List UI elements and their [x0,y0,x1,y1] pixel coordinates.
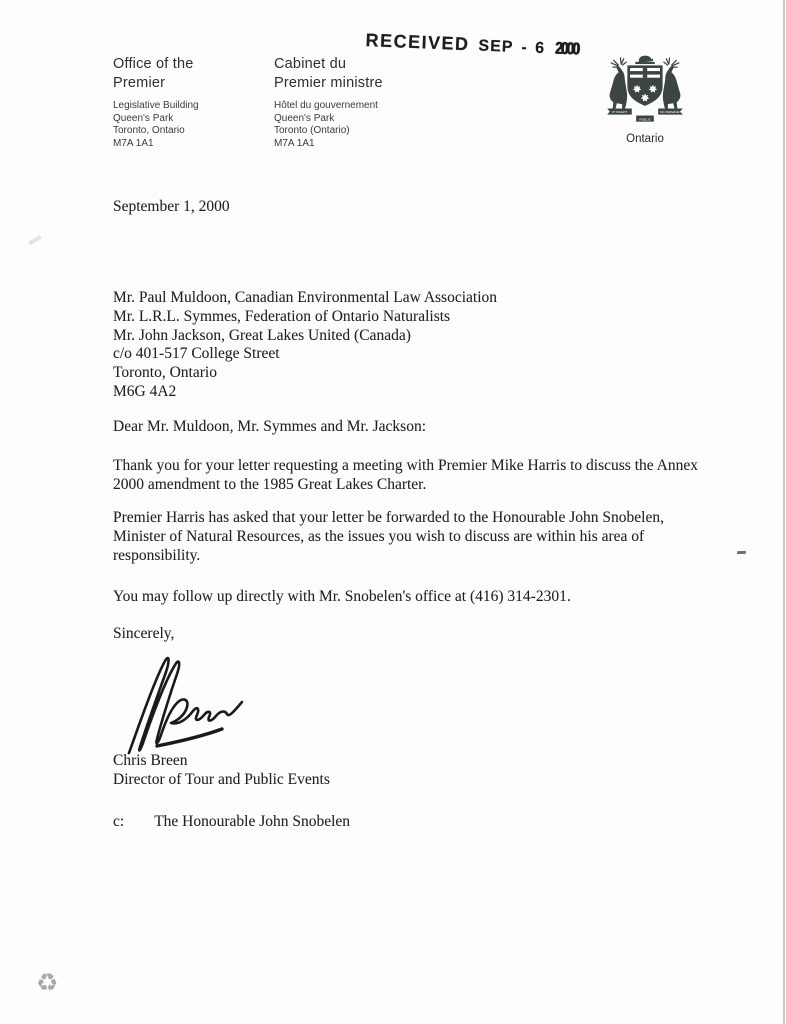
address-line: Hôtel du gouvernement [274,100,378,111]
signer-title: Director of Tour and Public Events [113,770,330,788]
letterhead-english [113,55,199,150]
address-line: Toronto (Ontario) [274,125,350,137]
recipient-line: Mr. Paul Muldoon, Canadian Environmental Law Association [113,289,498,306]
received-stamp [365,30,580,60]
paragraph-line: Premier Harris has asked that your letter be forwarded to the Honourable John Snobelen, [113,509,664,526]
address-line: Legislative Building [113,100,199,111]
crest-motto-right: SIC PERMANET [660,110,682,115]
letterhead-address-fr [274,100,383,150]
letterhead-title-fr-line1: Cabinet du [274,56,347,72]
recipient-line: c/o 401-517 College Street [113,345,280,363]
paragraph-line: Minister of Natural Resources, as the issues you wish to discuss are within his area of [113,527,645,545]
address-line: Queen's Park [113,112,174,124]
salutation: Dear Mr. Muldoon, Mr. Symmes and Mr. Jackson: [113,418,426,435]
recipient-address-block [113,289,497,402]
crest-motto-center: FIDELIS [639,117,651,122]
cc-line [113,812,350,831]
recipient-line: M6G 4A2 [113,382,177,400]
paragraph-2 [113,509,664,565]
closing: Sincerely, [113,625,175,642]
paragraph-line: 2000 amendment to the 1985 Great Lakes Charter. [113,475,427,493]
paragraph-3: You may follow up directly with Mr. Snobelen's office at (416) 314-2301. [113,588,571,605]
crest-caption: Ontario [626,133,664,145]
cc-label: c: [113,813,125,830]
address-line: M7A 1A1 [274,137,315,149]
paragraph-line: responsibility. [113,546,201,564]
address-line: M7A 1A1 [113,137,154,149]
letterhead-address-en [113,100,199,150]
signer-block [113,752,330,790]
recipient-line: Mr. John Jackson, Great Lakes United (Canada) [113,326,411,344]
letter-date: September 1, 2000 [113,198,230,215]
letterhead-title-en [113,55,199,92]
signer-name: Chris Breen [113,752,188,769]
letterhead-title-fr-line2: Premier ministre [274,74,383,91]
letterhead-title-en-line1: Office of the [113,56,194,72]
stamp-year: 2000 [554,38,578,59]
address-line: Queen's Park [274,112,335,124]
letterhead-title-fr [274,55,383,92]
stamp-word: RECEIVED [365,29,470,55]
recipient-line: Toronto, Ontario [113,364,217,382]
recycle-icon: ♻ [36,968,59,997]
scan-speck [28,235,42,245]
address-line: Toronto, Ontario [113,125,185,137]
crest-motto-left: UT INCEPIT [611,110,628,115]
ontario-coat-of-arms-icon [601,53,689,127]
stamp-month: SEP [478,37,514,56]
recipient-line: Mr. L.R.L. Symmes, Federation of Ontario Naturalists [113,307,451,325]
ontario-crest-block [599,53,691,145]
stamp-day: - 6 [521,39,547,58]
letterhead-french [274,55,383,150]
scan-dash-mark [737,551,746,554]
paragraph-line: Thank you for your letter requesting a meeting with Premier Mike Harris to discuss the Annex [113,457,698,474]
scan-edge-line [783,0,785,1024]
paragraph-1 [113,457,698,495]
cc-name: The Honourable John Snobelen [154,813,351,830]
letterhead-title-en-line2: Premier [113,74,166,91]
handwritten-signature [107,647,287,757]
